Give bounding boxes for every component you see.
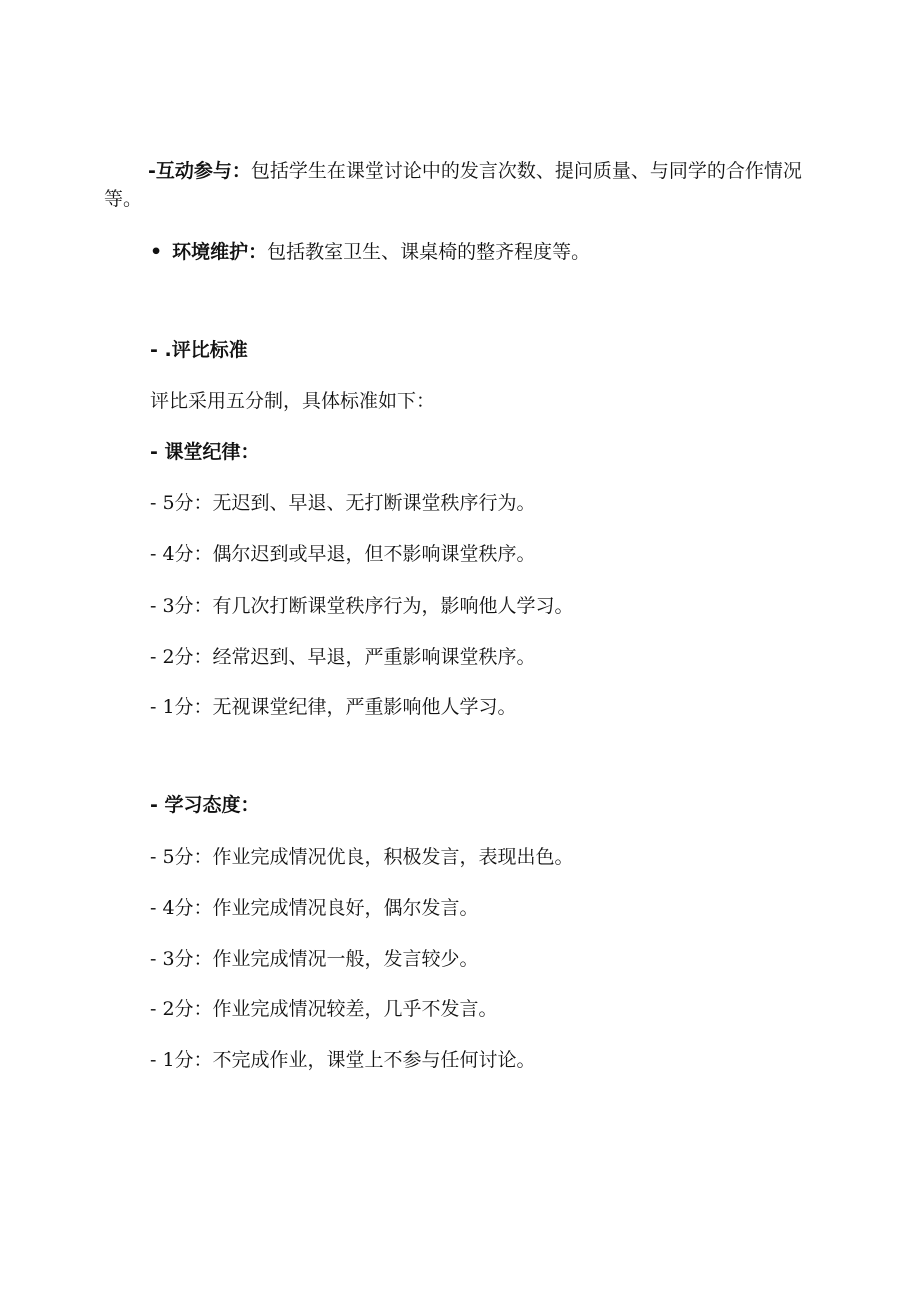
section-title: - .评比标准: [150, 339, 248, 361]
environment-item: [150, 240, 590, 264]
interaction-text: 包括学生在课堂讨论中的发言次数、提问质量、与同学的合作情况等。: [104, 160, 802, 210]
attitude-item: - 2分：作业完成情况较差，几乎不发言。: [150, 998, 498, 1020]
environment-text: 包括教室卫生、课桌椅的整齐程度等。: [267, 241, 591, 263]
discipline-heading: - 课堂纪律：: [150, 441, 260, 463]
attitude-item: - 4分：作业完成情况良好，偶尔发言。: [150, 897, 479, 919]
interaction-lead: -互动参与：: [148, 160, 251, 182]
attitude-item: - 5分：作业完成情况优良，积极发言，表现出色。: [150, 846, 574, 868]
discipline-item: - 4分：偶尔迟到或早退，但不影响课堂秩序。: [150, 543, 536, 565]
interaction-paragraph: [104, 157, 816, 213]
attitude-item: - 1分：不完成作业，课堂上不参与任何讨论。: [150, 1049, 536, 1071]
environment-lead: 环境维护：: [172, 241, 268, 263]
discipline-item: - 5分：无迟到、早退、无打断课堂秩序行为。: [150, 492, 536, 514]
bullet-icon: •: [150, 241, 163, 263]
discipline-item: - 2分：经常迟到、早退，严重影响课堂秩序。: [150, 646, 536, 668]
attitude-item: - 3分：作业完成情况一般，发言较少。: [150, 948, 479, 970]
section-intro: 评比采用五分制，具体标准如下：: [150, 390, 436, 412]
discipline-item: - 3分：有几次打断课堂秩序行为，影响他人学习。: [150, 595, 574, 617]
discipline-item: - 1分：无视课堂纪律，严重影响他人学习。: [150, 696, 517, 718]
attitude-heading: - 学习态度：: [150, 794, 260, 816]
